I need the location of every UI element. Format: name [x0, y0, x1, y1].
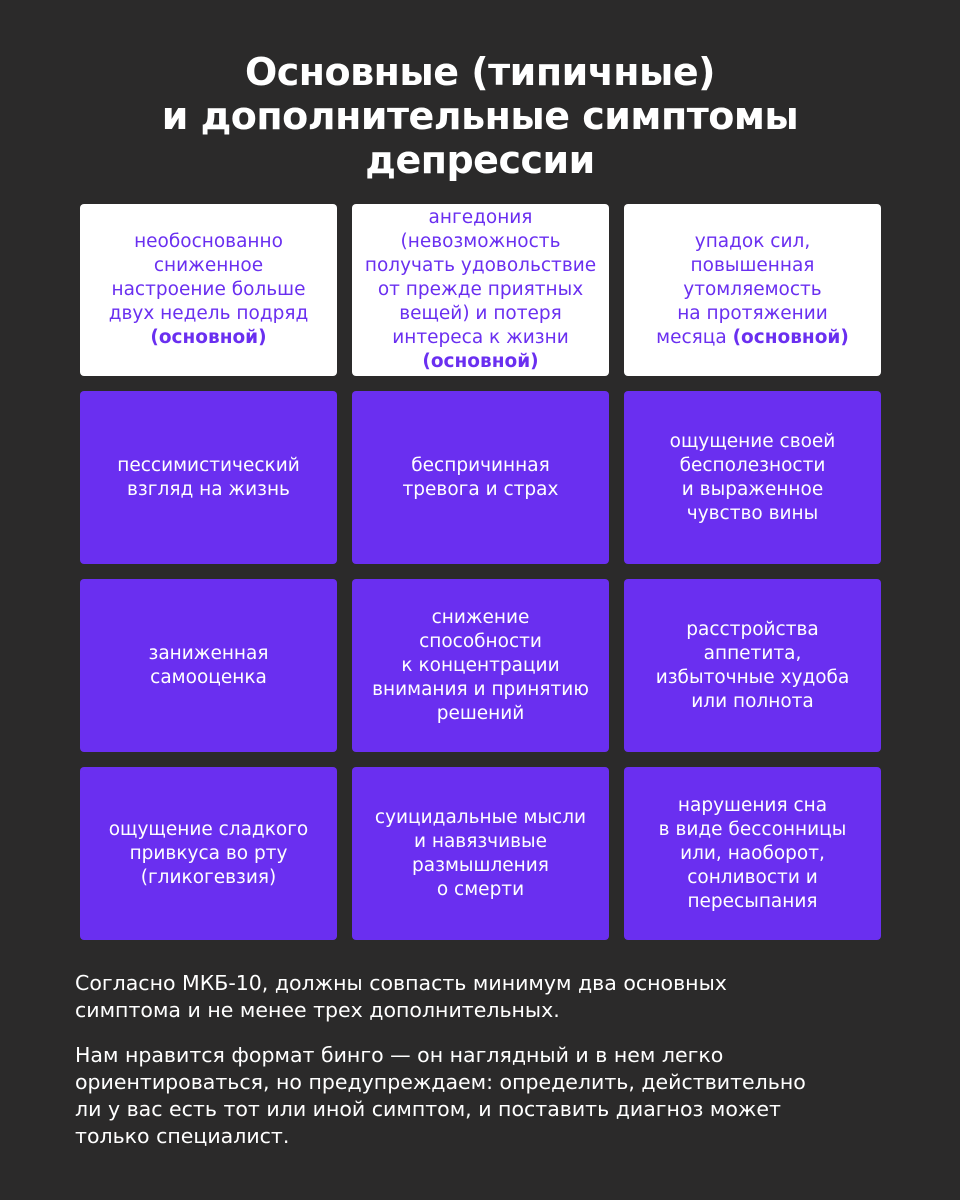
disclaimer-note [75, 1042, 905, 1150]
card-line: пересыпания [687, 890, 818, 912]
card-line: настроение больше [111, 279, 306, 300]
main-symptom-tag: (основной) [150, 327, 267, 348]
symptom-card-low-self-esteem [80, 579, 337, 752]
card-line-prefix: месяца [656, 327, 733, 348]
card-line: размышления [412, 854, 549, 876]
card-line: бесполезности [679, 454, 826, 476]
card-tag-line [656, 326, 849, 350]
card-line: вещей) и потеря [399, 303, 562, 324]
title-line: и дополнительные симптомы [161, 94, 799, 138]
card-line: ощущение своей [669, 430, 836, 452]
card-line: способности [419, 630, 542, 652]
card-line: упадок сил, [694, 231, 811, 252]
card-line: чувство вины [686, 502, 819, 524]
card-line: нарушения сна [677, 794, 828, 816]
card-line: взгляд на жизнь [127, 478, 290, 500]
card-line: двух недель подряд [108, 303, 309, 324]
main-symptom-tag: (основной) [422, 351, 539, 372]
card-line: интереса к жизни [392, 327, 569, 348]
symptom-card-main-anhedonia [352, 204, 609, 376]
card-line: ангедония [428, 207, 533, 228]
symptom-card-suicidal-thoughts [352, 767, 609, 940]
card-line: сонливости и [687, 866, 818, 888]
criteria-note [75, 970, 905, 1024]
note-line: Согласно МКБ-10, должны совпасть минимум два основных [75, 971, 727, 995]
card-line: избыточные худоба [655, 666, 850, 688]
card-line: к концентрации [401, 654, 560, 676]
note-line: ориентироваться, но предупреждаем: определить, действительно [75, 1070, 806, 1094]
card-line: привкуса во рту [129, 842, 288, 864]
card-line: необоснованно [134, 231, 283, 252]
card-tag-line [109, 326, 309, 350]
card-line: о смерти [436, 878, 525, 900]
card-line: снижение [431, 606, 530, 628]
card-line: или полнота [691, 690, 814, 712]
title-line: Основные (типичные) [244, 50, 716, 94]
card-line: тревога и страх [402, 478, 559, 500]
card-line: внимания и принятию [372, 678, 589, 700]
card-line: сниженное [153, 255, 264, 276]
card-line: решений [436, 702, 525, 724]
card-line: пессимистический [117, 454, 300, 476]
card-line: аппетита, [703, 642, 802, 664]
page-title [40, 50, 920, 182]
symptom-card-guilt [624, 391, 881, 564]
title-line: депрессии [365, 138, 595, 182]
symptom-card-sweet-taste [80, 767, 337, 940]
card-line: утомляемость [683, 279, 822, 300]
card-line: суицидальные мысли [374, 806, 587, 828]
card-line: (невозможность [400, 231, 561, 252]
card-line: в виде бессонницы [658, 818, 847, 840]
symptom-card-appetite [624, 579, 881, 752]
symptom-card-pessimism [80, 391, 337, 564]
note-line: только специалист. [75, 1124, 290, 1148]
symptom-card-main-fatigue [624, 204, 881, 376]
card-line: от прежде приятных [377, 279, 584, 300]
note-line: ли у вас есть тот или иной симптом, и поставить диагноз может [75, 1097, 781, 1121]
card-line: расстройства [686, 618, 819, 640]
card-tag-line [365, 350, 596, 374]
card-line: беспричинная [411, 454, 550, 476]
card-line: ощущение сладкого [108, 818, 309, 840]
symptom-card-main-low-mood [80, 204, 337, 376]
card-line: (гликогевзия) [140, 866, 277, 888]
symptom-card-anxiety [352, 391, 609, 564]
card-line: повышенная [690, 255, 815, 276]
symptom-card-sleep [624, 767, 881, 940]
card-line: и навязчивые [413, 830, 548, 852]
card-line: и выраженное [681, 478, 824, 500]
card-line: заниженная [148, 642, 269, 664]
symptom-card-concentration [352, 579, 609, 752]
note-line: Нам нравится формат бинго — он наглядный и в нем легко [75, 1043, 724, 1067]
main-symptom-tag: (основной) [732, 327, 849, 348]
symptom-bingo-grid [80, 204, 880, 940]
note-line: симптома и не менее трех дополнительных. [75, 998, 560, 1022]
card-line: на протяжении [677, 303, 828, 324]
card-line: получать удовольствие [364, 255, 597, 276]
card-line: или, наоборот, [680, 842, 825, 864]
card-line: самооценка [150, 666, 267, 688]
